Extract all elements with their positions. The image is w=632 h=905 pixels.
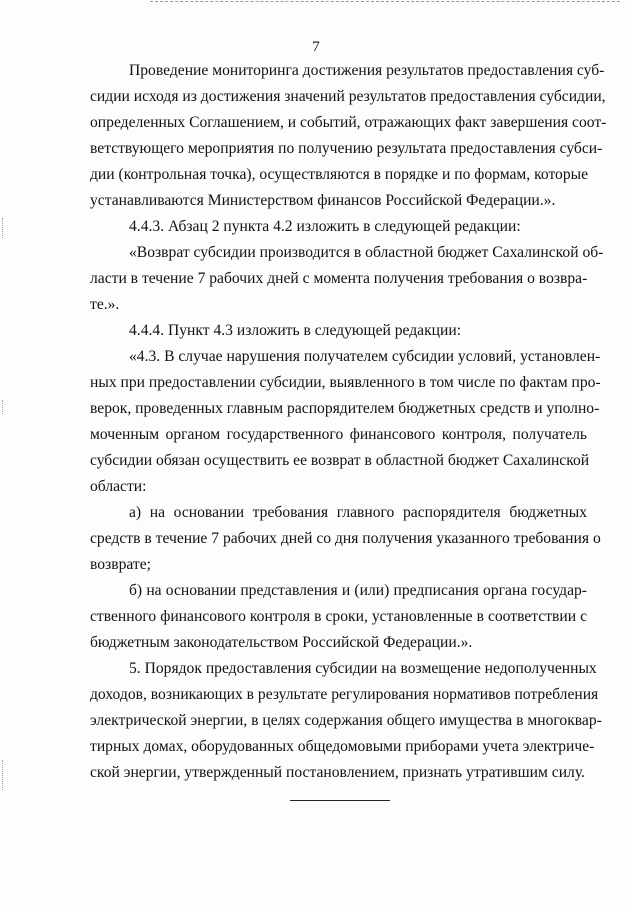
paragraph-line: сидии исходя из достижения значений результатов предоставления субсидии, <box>90 88 606 105</box>
scan-margin-mark <box>2 400 3 414</box>
scan-margin-mark <box>2 760 3 790</box>
paragraph-line: ветствующего мероприятия по получению результата предоставления субси- <box>90 140 603 157</box>
paragraph-line: доходов, возникающих в результате регулирования нормативов потребления <box>90 686 599 703</box>
paragraph-line: устанавливаются Министерством финансов Российской Федерации.». <box>90 192 556 209</box>
paragraph-line: а) на основании требования главного распорядителя бюджетных <box>129 504 587 521</box>
paragraph-line: те.». <box>90 296 120 313</box>
paragraph-line: субсидии обязан осуществить ее возврат в областной бюджет Сахалинской <box>90 452 590 469</box>
paragraph-line: 4.4.4. Пункт 4.3 изложить в следующей редакции: <box>129 322 462 339</box>
paragraph-line: 4.4.3. Абзац 2 пункта 4.2 изложить в следующей редакции: <box>129 218 521 235</box>
paragraph-line: бюджетным законодательством Российской Федерации.». <box>90 634 473 651</box>
closing-rule <box>290 800 390 801</box>
paragraph-line: верок, проведенных главным распорядителем бюджетных средств и уполно- <box>90 400 600 417</box>
paragraph-line: б) на основании представления и (или) предписания органа государ- <box>129 582 587 599</box>
paragraph-line: электрической энергии, в целях содержания общего имущества в многоквар- <box>90 712 602 729</box>
paragraph-line: «4.3. В случае нарушения получателем субсидии условий, установлен- <box>129 348 601 365</box>
scan-margin-mark <box>2 218 3 238</box>
paragraph-line: определенных Соглашением, и событий, отражающих факт завершения соот- <box>90 114 607 131</box>
paragraph-line: «Возврат субсидии производится в областной бюджет Сахалинской об- <box>129 244 604 261</box>
paragraph-line: дии (контрольная точка), осуществляются в порядке и по формам, которые <box>90 166 589 183</box>
paragraph-line: ных при предоставлении субсидии, выявленного в том числе по фактам про- <box>90 374 601 391</box>
paragraph-line: Проведение мониторинга достижения результатов предоставления суб- <box>129 62 605 79</box>
paragraph-line: тирных домах, оборудованных общедомовыми приборами учета электриче- <box>90 738 595 755</box>
paragraph-line: 5. Порядок предоставления субсидии на возмещение недополученных <box>129 660 597 677</box>
paragraph-line: ственного финансового контроля в сроки, установленные в соответствии с <box>90 608 587 625</box>
page-number: 7 <box>312 39 320 55</box>
paragraph-line: ласти в течение 7 рабочих дней с момента получения требования о возвра- <box>90 270 588 287</box>
scan-edge-line <box>150 1 620 2</box>
paragraph-line: моченным органом государственного финансового контроля, получатель <box>90 426 587 443</box>
paragraph-line: средств в течение 7 рабочих дней со дня получения указанного требования о <box>90 530 601 547</box>
paragraph-line: возврате; <box>90 556 151 573</box>
paragraph-line: области: <box>90 478 147 495</box>
paragraph-line: ской энергии, утвержденный постановлением, признать утратившим силу. <box>90 764 585 781</box>
